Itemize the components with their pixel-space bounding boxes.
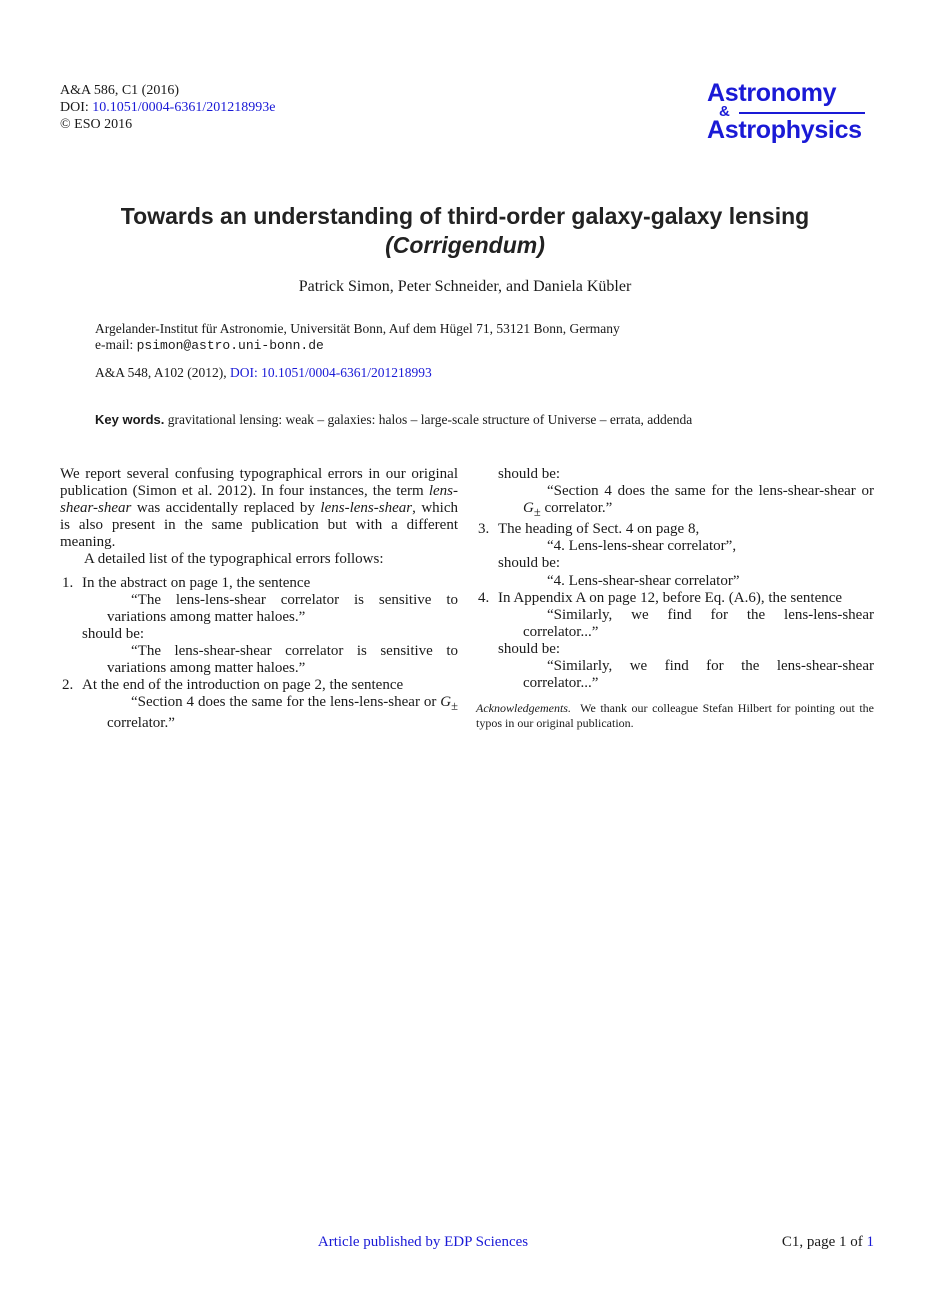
email-address[interactable]: psimon@astro.uni-bonn.de [136,338,324,353]
p1-term-1: lens-shear-shear [60,483,458,517]
p1-text-b: was accidentally replaced by [131,500,321,517]
logo-ampersand [707,103,877,120]
wrong-text-b: correlator.” [107,715,175,732]
page-prefix: C1, page 1 of [781,1234,867,1250]
item-should-be: should be: [82,625,145,642]
item-wrong-text: “Similarly, we find for the lens-lens-shear correlator...” [523,606,874,640]
item-wrong-text: “4. Lens-lens-shear correlator”, [547,538,737,555]
item-right-text: “The lens-shear-shear correlator is sensitive to variations among matter haloes.” [107,642,458,677]
item-2-continuation [476,466,874,521]
item-number: 2. [62,677,74,694]
email-line [95,337,620,354]
errata-list-left [60,575,458,733]
item-right-text: “Similarly, we find for the lens-shear-shear correlator...” [523,658,874,692]
p1-text-a: We report several confusing typographical errors in our original publication (Simon et al. 2012). In four instances, the term [60,466,458,500]
right-text-b: correlator.” [540,500,613,517]
doi-label: DOI: [60,100,89,115]
original-doi-link[interactable]: DOI: 10.1051/0004-6361/201218993 [230,365,432,380]
authors: Patrick Simon, Peter Schneider, and Daniela Kübler [298,278,632,295]
doi-link[interactable]: 10.1051/0004-6361/201218993e [92,100,276,115]
logo-rule [739,112,865,114]
body-paragraph-2: A detailed list of the typographical errors follows: [84,551,384,568]
ack-heading: Acknowledgements. [476,701,571,716]
citation: A&A 586, C1 (2016) [60,83,179,98]
item-intro: The heading of Sect. 4 on page 8, [498,521,700,538]
item-should-be: should be: [498,466,561,482]
email-label: e-mail: [95,337,134,352]
item-intro: At the end of the introduction on page 2, the sentence [82,677,404,694]
page-total-link[interactable]: 1 [866,1234,874,1250]
item-should-be: should be: [498,555,561,572]
item-wrong-text: “The lens-lens-shear correlator is sensitive to variations among matter haloes.” [107,591,458,625]
paper-title [40,202,890,260]
title-subtitle: (Corrigendum) [385,232,545,258]
body-paragraph-1 [60,466,458,551]
list-item [60,677,458,732]
p1-text-c: , which is also present in the same publication but with a different meaning. [60,500,458,551]
item-intro: In Appendix A on page 12, before Eq. (A.6), the sentence [498,589,843,606]
copyright: © ESO 2016 [60,117,133,132]
right-column [476,466,874,731]
keywords-heading: Key words. [95,412,165,427]
item-intro: In the abstract on page 1, the sentence [82,574,311,591]
logo-line-1: Astronomy [707,79,837,107]
title-main: Towards an understanding of third-order galaxy-galaxy lensing [120,203,810,229]
left-column [60,466,458,732]
logo-amp-glyph: & [719,103,730,120]
journal-logo [707,80,877,143]
list-item [60,575,458,678]
item-should-be: should be: [498,640,561,657]
original-reference [95,365,432,381]
page-number [782,1234,874,1251]
keywords [95,412,692,428]
symbol-subscript: ± [451,699,458,714]
item-right-text [498,483,874,521]
item-wrong-text [82,694,458,732]
item-number: 4. [478,589,490,606]
right-text-a: “Section 4 does the same for the lens-shear-shear or [547,483,874,500]
doi-line [60,99,275,116]
affiliation: Argelander-Institut für Astronomie, Universität Bonn, Auf dem Hügel 71, 53121 Bonn, Germany [95,321,620,336]
wrong-text-a: “Section 4 does the same for the lens-lens-shear or [131,694,441,711]
item-right-text: “4. Lens-shear-shear correlator” [547,572,740,589]
original-ref: A&A 548, A102 (2012), [95,365,227,380]
list-item [476,590,874,693]
publisher-link[interactable]: Article published by EDP Sciences [317,1234,529,1250]
acknowledgements [476,701,874,731]
symbol-g: G [440,694,452,711]
symbol-g: G [523,500,534,517]
logo-line-2: Astrophysics [707,116,862,144]
ack-text: We thank our colleague Stefan Hilbert for pointing out the typos in our original publication. [476,701,874,731]
item-number: 3. [478,521,490,538]
p1-term-2: lens-lens-shear [320,500,413,517]
list-item [476,521,874,589]
symbol-subscript: ± [533,505,541,520]
errata-list-right [476,521,874,692]
item-number: 1. [62,574,74,591]
keywords-text: gravitational lensing: weak – galaxies: halos – large-scale structure of Universe – errata, addenda [167,412,693,427]
affiliation-block [95,321,620,354]
article-meta [60,82,275,133]
